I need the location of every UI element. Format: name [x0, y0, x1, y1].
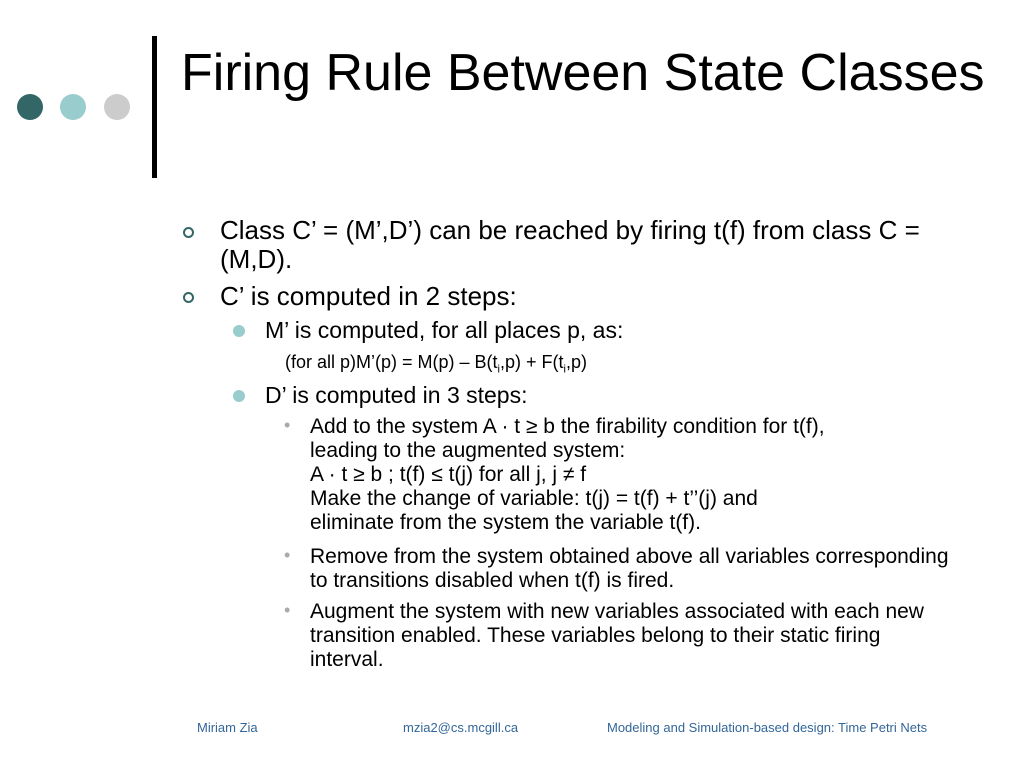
step-remove-variables: Remove from the system obtained above all variables corresponding to transitions disabled when t(f) is fired. — [310, 545, 949, 592]
bullet-m-computed: M’ is computed, for all places p, as: — [265, 317, 624, 343]
footer-email: mzia2@cs.mcgill.ca — [403, 720, 519, 735]
dot-bullet-icon: • — [284, 600, 291, 620]
circle-bullet-icon — [233, 325, 245, 337]
step-augment-condition — [310, 415, 990, 535]
ring-bullet-icon — [183, 292, 194, 303]
bullet-computed-steps: C’ is computed in 2 steps: — [220, 281, 517, 311]
step-line: leading to the augmented system: — [310, 439, 626, 462]
footer-course-title: Modeling and Simulation-based design: Time Petri Nets — [607, 720, 928, 735]
ring-bullet-icon — [183, 227, 194, 238]
dot-bullet-icon: • — [284, 545, 291, 565]
step-line: eliminate from the system the variable t(f). — [310, 511, 701, 534]
slide-title: Firing Rule Between State Classes — [181, 44, 985, 102]
bullet-d-computed: D’ is computed in 3 steps: — [265, 382, 528, 408]
dot-bullet-icon: • — [284, 415, 291, 435]
step-line: Make the change of variable: t(j) = t(f) + t’’(j) and — [310, 487, 758, 510]
formula-line: (for all p)M’(p) = $M(p) - B(t_i,p) + F(t_i,p)$ — [285, 352, 587, 376]
step-line: A · t ≥ b ; t(f) ≤ t(j) for all j, j ≠ f — [310, 463, 587, 486]
footer-author: Miriam Zia — [197, 720, 258, 735]
bullet-class-reached: Class C’ = (M’,D’) can be reached by firing t(f) from class C = (M,D). — [220, 215, 920, 274]
step-augment-new-variables: Augment the system with new variables associated with each new transition enabled. These variables belong to their static firing interval. — [310, 600, 924, 671]
circle-bullet-icon — [233, 390, 245, 402]
step-line: Add to the system A · t ≥ b the firability condition for t(f), — [310, 415, 825, 438]
